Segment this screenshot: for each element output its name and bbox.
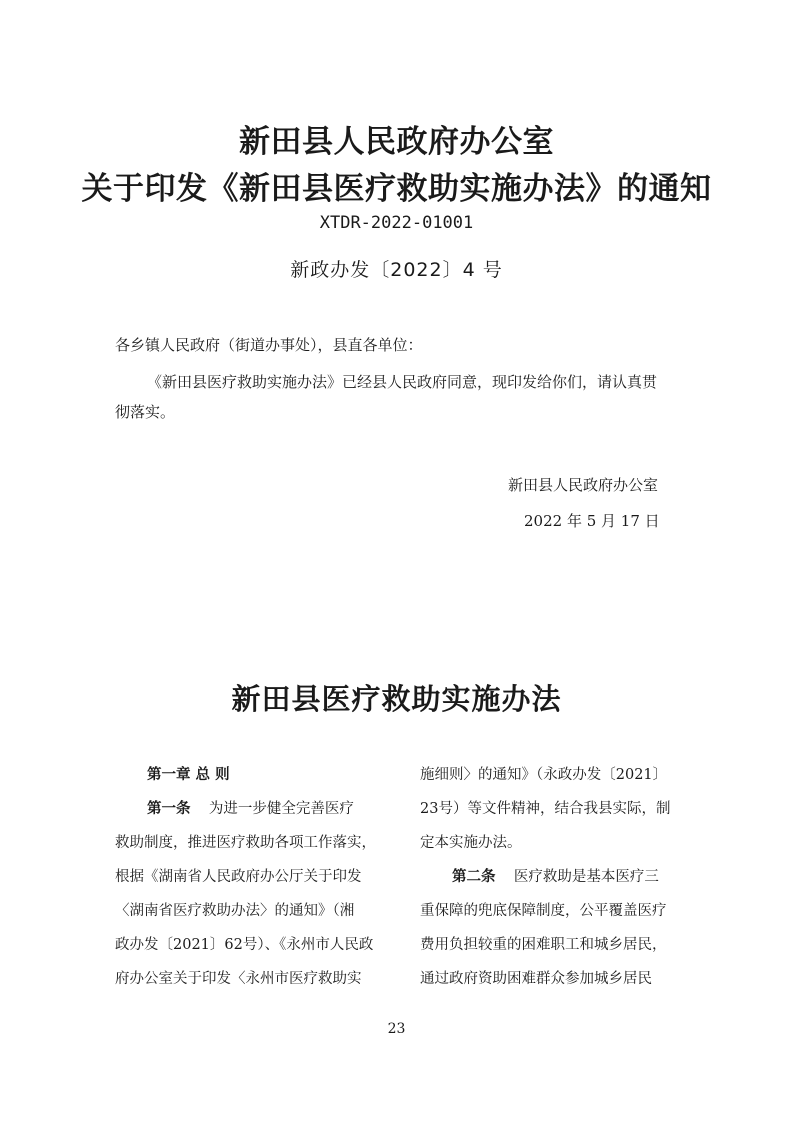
article-1-line-4: 〈湖南省医疗救助办法〉的通知》（湘 — [115, 903, 355, 919]
article-1-label: 第一条 — [147, 801, 191, 817]
notice-paragraph-line-1: 《新田县医疗救助实施办法》已经县人民政府同意，现印发给你们，请认真贯 — [147, 373, 658, 391]
article-2-label: 第二条 — [452, 869, 496, 885]
article-1-line-5: 政办发〔2021〕62号）、《永州市人民政 — [115, 937, 374, 953]
article-2-line-3: 费用负担较重的困难职工和城乡居民， — [420, 937, 667, 953]
notice-title-line-1: 新田县人民政府办公室 — [239, 124, 554, 160]
document-number: 新政办发〔2022〕4 号 — [290, 259, 503, 281]
article-1-line-8: 23号）等文件精神，结合我县实际，制 — [420, 801, 671, 817]
chapter-heading: 第一章 总 则 — [147, 767, 230, 783]
article-2-text-start: 医疗救助是基本医疗三 — [495, 869, 659, 885]
signature-date: 2022 年 5 月 17 日 — [524, 512, 660, 530]
article-1-line-6: 府办公室关于印发〈永州市医疗救助实 — [115, 971, 362, 987]
recipient-line: 各乡镇人民政府（街道办事处），县直各单位： — [115, 336, 423, 354]
article-2-line-2: 重保障的兜底保障制度，公平覆盖医疗 — [420, 903, 667, 919]
notice-title-line-2: 关于印发《新田县医疗救助实施办法》的通知 — [81, 171, 712, 207]
notice-paragraph-line-2: 彻落实。 — [115, 403, 176, 421]
document-id: XTDR-2022-01001 — [319, 213, 474, 233]
page-number: 23 — [387, 1021, 406, 1037]
article-1-line-3: 根据《湖南省人民政府办公厅关于印发 — [115, 869, 362, 885]
article-2-line-4: 通过政府资助困难群众参加城乡居民 — [420, 971, 652, 987]
regulation-title: 新田县医疗救助实施办法 — [231, 682, 562, 716]
article-1-text-start: 为进一步健全完善医疗 — [190, 801, 354, 817]
right-text-column — [420, 758, 705, 996]
article-1-line-9: 定本实施办法。 — [420, 835, 522, 851]
signature-organization: 新田县人民政府办公室 — [508, 476, 659, 494]
left-text-column — [115, 758, 400, 996]
article-2-line-1 — [420, 860, 705, 894]
article-1-line-2: 救助制度，推进医疗救助各项工作落实， — [115, 835, 376, 851]
article-1-line-7: 施细则〉的通知》（永政办发〔2021〕 — [420, 767, 668, 783]
article-1-line-1 — [115, 792, 400, 826]
